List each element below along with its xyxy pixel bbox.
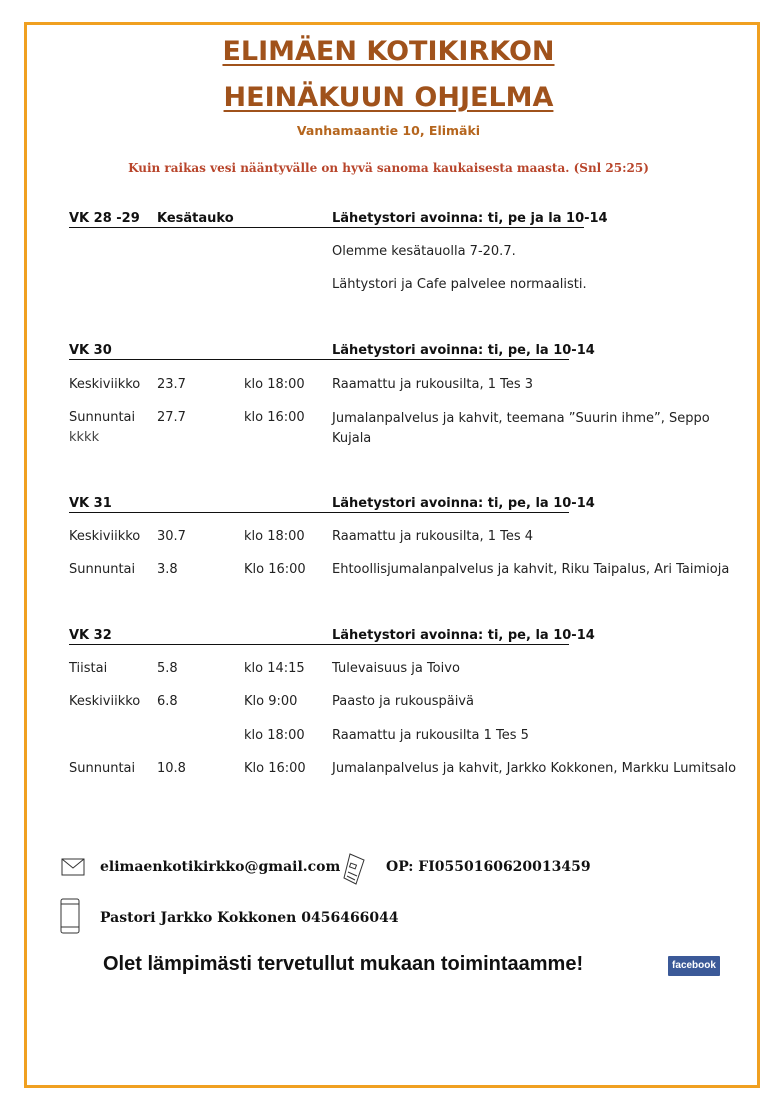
event-title: Jumalanpalvelus ja kahvit, teemana ”Suurin ihme”, Seppo Kujala <box>332 411 710 446</box>
event-time: klo 18:00 <box>244 728 305 743</box>
header-underline <box>69 644 569 645</box>
event-title: Raamattu ja rukousilta, 1 Tes 4 <box>332 529 534 544</box>
bank-account: OP: FI0550160620013459 <box>386 859 591 875</box>
event-title: Tulevaisuus ja Toivo <box>332 661 460 676</box>
page-border <box>24 22 760 1088</box>
header-underline <box>69 512 569 513</box>
event-date: 3.8 <box>157 562 178 577</box>
event-day: Keskiviikko <box>69 377 141 392</box>
envelope-icon <box>61 858 85 876</box>
shop-hours: Lähetystori avoinna: ti, pe, la 10-14 <box>332 343 595 358</box>
phone-icon <box>60 898 80 934</box>
week-label: VK 28 -29 <box>69 211 140 226</box>
event-day: Keskiviikko <box>69 694 141 709</box>
week-label: VK 32 <box>69 628 112 643</box>
event-date: 5.8 <box>157 661 178 676</box>
event-time: Klo 16:00 <box>244 562 306 577</box>
shop-hours: Lähetystori avoinna: ti, pe, la 10-14 <box>332 496 595 511</box>
event-time: klo 14:15 <box>244 661 305 676</box>
page-title-line1: ELIMÄEN KOTIKIRKON <box>222 36 555 67</box>
event-time: klo 18:00 <box>244 377 305 392</box>
event-title: Raamattu ja rukousilta 1 Tes 5 <box>332 728 529 743</box>
event-day: Tiistai <box>69 661 108 676</box>
header-underline <box>69 359 569 360</box>
event-day: Sunnuntai <box>69 410 136 425</box>
facebook-link[interactable]: facebook <box>668 956 720 976</box>
event-title: Raamattu ja rukousilta, 1 Tes 3 <box>332 377 534 392</box>
event-time: klo 18:00 <box>244 529 305 544</box>
church-address: Vanhamaantie 10, Elimäki <box>296 123 481 138</box>
event-title: Jumalanpalvelus ja kahvit, Jarkko Kokkonen, Markku Lumitsalo <box>332 761 737 776</box>
event-date: 10.8 <box>157 761 186 776</box>
email-link[interactable]: elimaenkotikirkko@gmail.com <box>100 859 341 875</box>
week-label: VK 30 <box>69 343 112 358</box>
event-time: Klo 9:00 <box>244 694 298 709</box>
week-label: VK 31 <box>69 496 112 511</box>
event-time: klo 16:00 <box>244 410 305 425</box>
page-title-line2: HEINÄKUUN OHJELMA <box>223 82 554 113</box>
wallet-icon <box>342 852 366 886</box>
event-date: 30.7 <box>157 529 186 544</box>
event-date: 23.7 <box>157 377 186 392</box>
event-day: Keskiviikko <box>69 529 141 544</box>
event-day: Sunnuntai <box>69 761 136 776</box>
event-title: Paasto ja rukouspäivä <box>332 694 474 709</box>
header-underline <box>69 227 584 228</box>
event-title: Ehtoollisjumalanpalvelus ja kahvit, Riku Taipalus, Ari Taimioja <box>332 562 730 577</box>
event-date: 6.8 <box>157 694 178 709</box>
bible-verse: Kuin raikas vesi nääntyvälle on hyvä sanoma kaukaisesta maasta. (Snl 25:25) <box>128 161 649 175</box>
welcome-message: Olet lämpimästi tervetullut mukaan toimintaamme! <box>103 953 584 975</box>
pastor-contact: Pastori Jarkko Kokkonen 0456466044 <box>100 910 399 926</box>
shop-hours: Lähetystori avoinna: ti, pe ja la 10-14 <box>332 211 608 226</box>
week-note: Kesätauko <box>157 211 234 226</box>
event-date: 27.7 <box>157 410 186 425</box>
event-day: Sunnuntai <box>69 562 136 577</box>
event-day-extra: kkkk <box>69 430 100 445</box>
shop-hours: Lähetystori avoinna: ti, pe, la 10-14 <box>332 628 595 643</box>
event-time: Klo 16:00 <box>244 761 306 776</box>
